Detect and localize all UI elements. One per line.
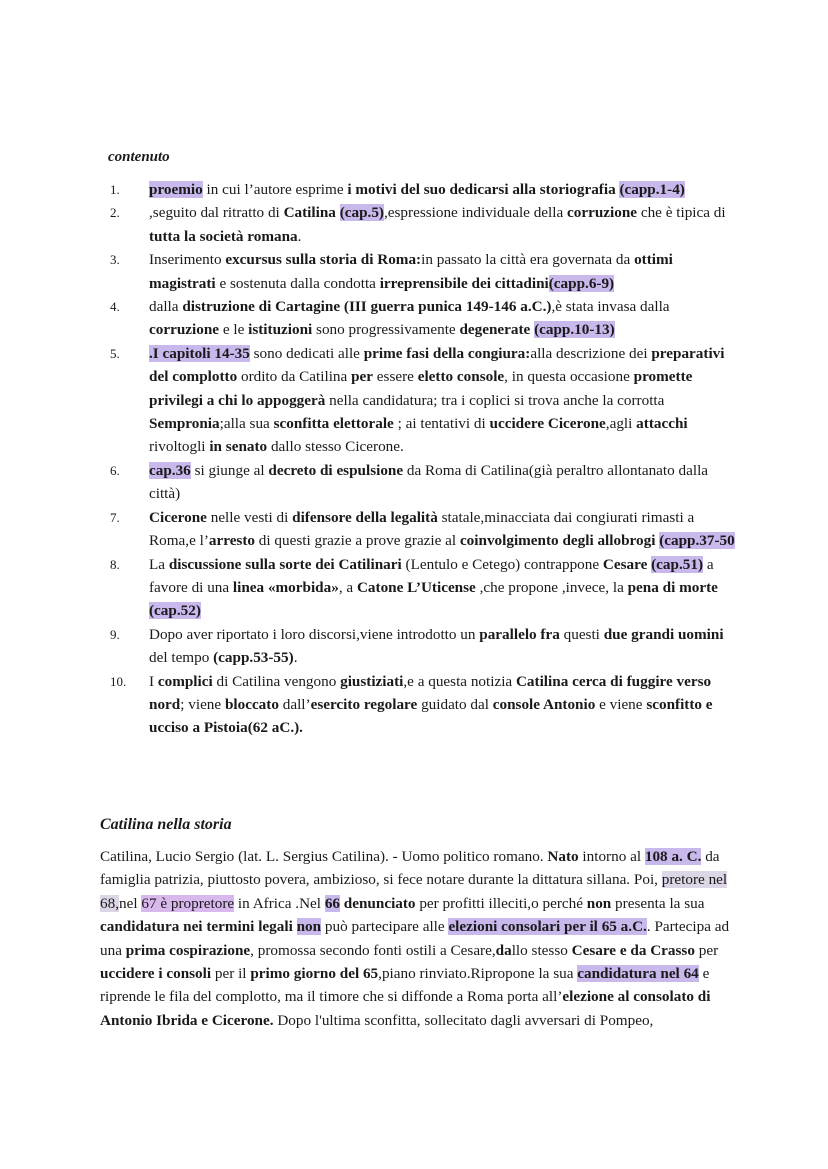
list-item-number: 7. — [110, 509, 120, 525]
text-segment: dalla — [149, 298, 183, 316]
text-segment: ,seguito dal ritratto di — [149, 204, 284, 222]
text-segment: ;alla sua — [219, 415, 274, 433]
text-segment: in Africa .Nel — [234, 894, 325, 912]
text-segment: . Partecipa ad una — [100, 918, 730, 959]
highlighted-bold-text: (cap.51) — [651, 555, 704, 573]
text-segment: sono dedicati alle — [249, 344, 364, 362]
text-segment: e le — [219, 321, 249, 339]
text-segment: alla descrizione dei — [530, 344, 652, 362]
bold-text: promette privilegi a chi lo appoggerà — [149, 368, 693, 409]
bold-text: corruzione — [149, 321, 220, 339]
bold-text: tutta la società romana — [149, 227, 298, 245]
text-segment: ,e a questa notizia — [403, 672, 516, 690]
highlighted-text: 67 è propretore — [141, 894, 235, 912]
bold-text: arresto — [208, 532, 255, 550]
list-item-number: 1. — [110, 182, 120, 197]
text-segment: ,piano rinviato.Ripropone la sua — [378, 965, 578, 983]
bold-text: preparativi del complotto — [149, 344, 725, 386]
section-heading-catilina-storia: Catilina nella storia — [100, 816, 232, 833]
highlighted-bold-text: (capp.10-13) — [534, 321, 615, 339]
bold-text: uccidere i consoli — [100, 965, 212, 983]
bold-text: pena di morte — [627, 578, 718, 596]
bold-text: attacchi — [636, 415, 688, 433]
list-item-number: 6. — [110, 462, 120, 478]
text-segment: ,che propone ,invece, la — [475, 578, 628, 596]
bold-text: sconfitta elettorale — [273, 415, 394, 433]
text-segment: nel — [118, 894, 142, 912]
text-segment: rivoltogli — [149, 438, 210, 456]
bold-text: candidatura nei termini legali — [100, 918, 293, 936]
bold-text: prime fasi della congiura: — [363, 344, 531, 362]
highlighted-bold-text: (capp.37-50 — [659, 532, 735, 550]
bold-text: coinvolgimento degli allobrogi — [459, 532, 656, 550]
text-segment: . — [297, 227, 302, 245]
bold-text: da — [495, 941, 512, 959]
bold-text: complici — [157, 672, 213, 690]
text-segment: ,è stata invasa dalla — [551, 298, 670, 316]
text-segment: essere — [373, 368, 418, 386]
list-item — [110, 623, 735, 670]
bold-text: console Antonio — [492, 695, 596, 713]
bold-text: linea «morbida» — [232, 578, 339, 596]
highlighted-bold-text: candidatura nel 64 — [577, 965, 699, 983]
list-item — [110, 248, 735, 295]
text-segment: di Catilina vengono — [212, 672, 341, 690]
text-segment: Dopo l'ultima sconfitta, sollecitato dagli avversari di Pompeo, — [273, 1011, 654, 1029]
text-segment: da Roma di Catilina(già peraltro allontanato dalla città) — [149, 461, 709, 503]
bold-text: per — [351, 368, 373, 386]
text-segment: dallo stesso Cicerone. — [267, 438, 404, 456]
text-segment: . — [293, 649, 298, 667]
text-segment: e sostenuta dalla condotta — [215, 274, 380, 292]
text-segment: sono progressivamente — [312, 321, 460, 339]
text-segment: statale,minacciata dai congiurati rimasti a Roma,e l’ — [149, 508, 695, 550]
bold-text: Catilina — [283, 204, 336, 222]
text-segment: , in questa occasione — [504, 368, 634, 386]
text-segment: nelle vesti di — [206, 508, 293, 526]
list-item-number: 3. — [110, 252, 120, 268]
text-segment: Dopo aver riportato i loro discorsi,viene introdotto un — [149, 625, 480, 643]
bold-text: istituzioni — [248, 321, 313, 339]
text-segment: per — [694, 941, 719, 959]
bold-text: decreto di espulsione — [268, 461, 404, 479]
bold-text: prima cospirazione — [125, 941, 251, 959]
text-segment: (Lentulo e Cetego) contrappone — [401, 555, 603, 573]
list-item — [110, 342, 735, 459]
highlighted-bold-text: non — [296, 918, 322, 936]
text-segment: in passato la città era governata da — [421, 251, 635, 269]
highlighted-bold-text: 66 — [324, 894, 340, 912]
bold-text: uccidere Cicerone — [489, 415, 606, 433]
list-item — [110, 553, 735, 623]
bold-text: Cesare e da Crasso — [571, 941, 695, 959]
text-segment: intorno al — [578, 848, 645, 865]
text-segment: nella candidatura; tra i coplici si trova anche la corrotta — [325, 391, 665, 409]
highlighted-bold-text: .I capitoli 14-35 — [149, 344, 250, 362]
list-item-number: 5. — [110, 345, 120, 361]
list-item — [110, 295, 735, 342]
text-segment: questi — [559, 625, 604, 643]
list-item-number: 4. — [110, 299, 120, 315]
bold-text: primo giorno del 65 — [250, 965, 379, 983]
bold-text: giustiziati — [340, 672, 404, 690]
text-segment: che è tipica di — [637, 204, 726, 222]
bold-text: elezione al consolato di Antonio Ibrida e Cicerone. — [100, 988, 711, 1029]
bold-text: non — [586, 894, 612, 912]
list-item — [110, 670, 735, 740]
text-segment: Catilina, Lucio Sergio (lat. L. Sergius Catilina). - Uomo politico romano. — [100, 848, 548, 865]
bold-text: Cicerone — [149, 508, 207, 526]
text-segment: guidato dal — [417, 695, 493, 713]
text-segment: I — [149, 672, 158, 690]
bold-text: degenerate — [459, 321, 531, 339]
text-segment: ; ai tentativi di — [393, 415, 490, 433]
bold-text: in senato — [209, 438, 268, 456]
bold-text: parallelo fra — [479, 625, 560, 643]
highlighted-bold-text: elezioni consolari per il 65 a.C. — [448, 918, 647, 936]
highlighted-bold-text: (capp.1-4) — [619, 181, 685, 198]
bold-text: due grandi uomini — [603, 625, 724, 643]
text-segment: può partecipare alle — [321, 918, 449, 936]
bold-text: sconfitto e ucciso a Pistoia(62 aC.). — [149, 695, 713, 737]
bold-text: Catilina cerca di fuggire verso nord — [149, 672, 712, 713]
text-segment: e viene — [595, 695, 647, 713]
bold-text: corruzione — [567, 204, 638, 222]
bold-text: eletto console — [417, 368, 505, 386]
text-segment: ,espressione individuale della — [383, 204, 568, 222]
highlighted-bold-text: 108 a. C. — [644, 848, 702, 865]
highlighted-bold-text: cap.36 — [149, 461, 191, 479]
section-heading-contenuto: contenuto — [108, 149, 170, 165]
bold-text: bloccato — [224, 695, 279, 713]
bold-text: irreprensibile dei cittadini — [379, 274, 549, 292]
list-item — [110, 459, 735, 506]
text-segment: da famiglia patrizia, piuttosto povera, ambizioso, si fece notare durante la dittatura sillana. Poi, — [100, 848, 720, 889]
text-segment: si giunge al — [190, 461, 269, 479]
list-item-number: 9. — [110, 626, 120, 642]
text-segment: a favore di una — [149, 555, 714, 596]
list-item — [110, 201, 735, 248]
bold-text: esercito regolare — [310, 695, 418, 713]
bold-text: (capp.53-55) — [213, 649, 294, 667]
chapter-list — [110, 178, 735, 740]
text-segment: , a — [338, 578, 357, 596]
list-item-number: 8. — [110, 556, 120, 572]
highlighted-text: pretore nel 68, — [100, 871, 728, 912]
text-segment: per profitti illeciti,o perché — [415, 894, 587, 912]
bold-text: Catone L’Uticense — [356, 578, 476, 596]
highlighted-bold-text: proemio — [149, 181, 203, 198]
text-segment: La — [149, 555, 169, 573]
list-item — [110, 178, 735, 201]
history-paragraph — [100, 845, 732, 1032]
text-segment: di questi grazie a prove grazie al — [255, 532, 460, 550]
list-item-number: 10. — [110, 673, 127, 689]
bold-text: Cesare — [602, 555, 648, 573]
bold-text: ottimi magistrati — [149, 251, 673, 292]
bold-text: discussione sulla sorte dei Catilinari — [168, 555, 402, 573]
highlighted-bold-text: (capp.6-9) — [548, 274, 615, 292]
bold-text: distruzione di Cartagine (III guerra punica 149-146 a.C.) — [182, 298, 552, 316]
text-segment: llo stesso — [511, 941, 572, 959]
text-segment: presenta la sua — [611, 894, 705, 912]
text-segment: in cui l’autore esprime — [202, 181, 348, 198]
text-segment: per il — [211, 965, 251, 983]
text-segment: ; viene — [180, 695, 225, 713]
text-segment: ,agli — [605, 415, 637, 433]
bold-text: difensore della legalità — [292, 508, 438, 526]
highlighted-bold-text: (cap.5) — [339, 204, 384, 222]
text-segment: , promossa secondo fonti ostili a Cesare, — [250, 941, 496, 959]
text-segment: del tempo — [149, 649, 214, 667]
list-item — [110, 506, 735, 553]
bold-text: Sempronia — [149, 415, 220, 433]
bold-text: Nato — [547, 848, 579, 865]
list-item-number: 2. — [110, 205, 120, 221]
bold-text: excursus sulla storia di Roma: — [225, 251, 422, 269]
text-segment: e riprende le fila del complotto, ma il timore che si diffonde a Roma porta all’ — [100, 965, 710, 1006]
highlighted-bold-text: (cap.52) — [149, 602, 201, 620]
text-segment: dall’ — [278, 695, 311, 713]
text-segment: Inserimento — [149, 251, 226, 269]
text-segment: ordito da Catilina — [237, 368, 352, 386]
bold-text: i motivi del suo dedicarsi alla storiografia — [347, 181, 616, 198]
bold-text: denunciato — [343, 894, 416, 912]
